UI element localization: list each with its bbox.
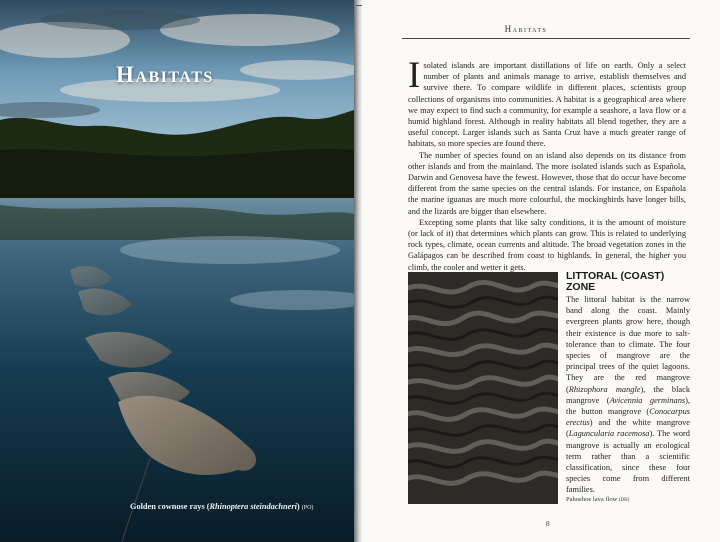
- paragraph-2: The number of species found on an island also depends on its distance from other islands and from the mainland. The more isolated islands such as Española, Darwin and Genovesa have the fewest. However, those that do occur have become different from the same species on the central islands. For instance, on Española the marine iguanas are much more colourful, the mockingbirds have longer bills, and the lizards are bigger than elsewhere.: [408, 150, 686, 216]
- page-number: 8: [546, 520, 550, 528]
- species-white-mangrove: Laguncularia racemosa: [568, 429, 650, 439]
- species-black-mangrove: Avicennia germinans: [609, 395, 686, 405]
- caption-trail: ): [296, 502, 302, 511]
- section-title: LITTORAL (COAST) ZONE: [566, 270, 665, 293]
- book-gutter: [354, 0, 362, 542]
- chapter-title: Habitats: [116, 62, 214, 87]
- right-page: [362, 0, 720, 542]
- section-text-part: ), the black mangrove (: [566, 384, 690, 405]
- paragraph-1-text: solated islands are important distillations of life on earth. Only a select number of plants and animals manage to arrive, establish themselves and survive there. To compare wildlife in different places, scientists group collections of organisms into communities. A habitat is a geographical area where we may expect to find such a community, for example a seashore, a lava flow or a humid highland forest. Although in reality habitats all blend together, they are a useful concept. Larger islands such as Santa Cruz have a much greater range of habitats, so more species are found there.: [408, 61, 686, 149]
- species-button-mangrove: Conocarpus erectus: [566, 407, 690, 428]
- lava-flow-photo: [408, 272, 558, 504]
- caption-lead: Golden cownose rays (: [130, 502, 210, 511]
- section-text: [566, 294, 690, 496]
- lava-texture: [408, 272, 558, 504]
- drop-cap: I: [408, 55, 421, 96]
- lava-photo-caption: [566, 496, 629, 503]
- left-page-photo: [0, 0, 354, 542]
- photo-caption: [130, 502, 313, 511]
- paragraph-1: [408, 55, 686, 150]
- lava-caption-text: Pahoehoe lava flow: [566, 496, 619, 503]
- lava-caption-credit: (DH): [618, 498, 630, 503]
- species-red-mangrove: Rhizophora mangle: [568, 384, 641, 394]
- paragraph-3: Excepting some plants that like salty conditions, it is the amount of moisture (or lack of it) that determines which plants can grow. This is related to underlying rock types, climate, ocean currents and altitude. The broad vegetation zones in the Galápagos can be described from coast to highlands. In general, the higher you climb, the cooler and wetter it gets.: [408, 217, 686, 272]
- caption-species: Rhinoptera steindachneri: [209, 502, 297, 511]
- section-text-part: The littoral habitat is the narrow band along the coast. Mainly evergreen plants grow here, though their existence is due more to salt-tolerance than to climate. The four species of mangrove are the principal trees of the quiet lagoons. They are the red mangrove (: [566, 295, 690, 394]
- running-head: Habitats: [504, 24, 548, 34]
- running-head-rule: [402, 38, 690, 39]
- caption-credit: (PO): [301, 505, 314, 511]
- section-text-part: ). The word mangrove is actually an ecological term rather than a scientific classification, since these four species come from different families.: [566, 429, 690, 495]
- section-text-part: ), the button mangrove (: [566, 395, 691, 417]
- intro-text: [408, 55, 686, 273]
- section-text-part: ) and the white mangrove (: [566, 418, 690, 439]
